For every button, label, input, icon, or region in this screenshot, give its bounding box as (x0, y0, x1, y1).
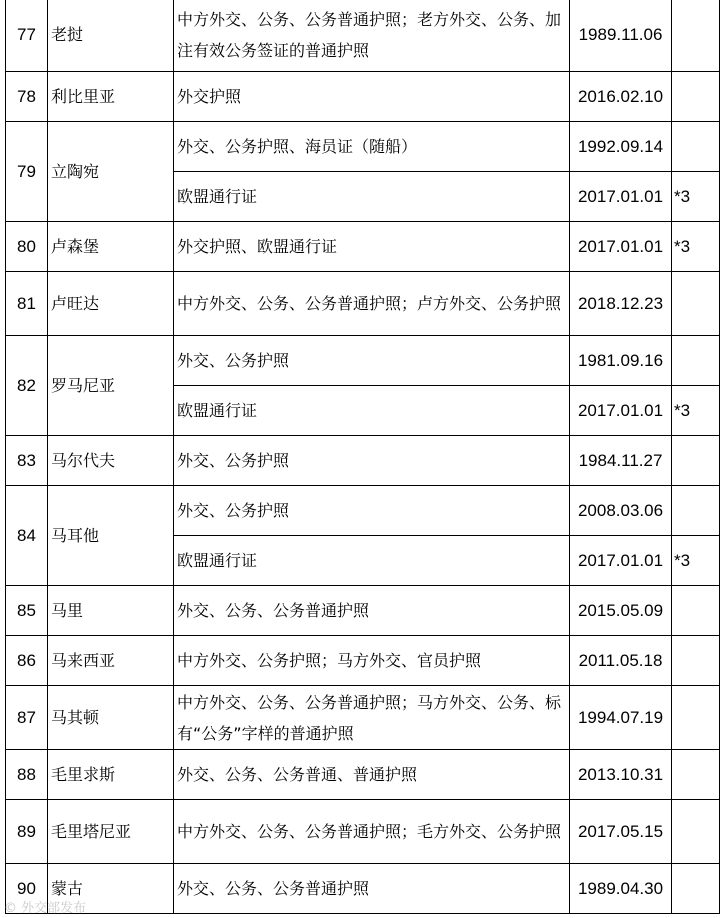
table-row (6, 336, 720, 386)
effective-date: 2017.01.01 (570, 536, 672, 586)
row-number: 86 (6, 636, 48, 686)
effective-date: 1989.04.30 (570, 864, 672, 914)
effective-date: 1992.09.14 (570, 122, 672, 172)
country-name: 卢森堡 (48, 222, 174, 272)
passport-types: 外交、公务、公务普通护照 (174, 586, 570, 636)
effective-date: 2017.01.01 (570, 222, 672, 272)
passport-types: 外交护照 (174, 72, 570, 122)
row-number: 80 (6, 222, 48, 272)
effective-date: 2016.02.10 (570, 72, 672, 122)
country-name: 立陶宛 (48, 122, 174, 222)
table-row (6, 486, 720, 536)
country-name: 卢旺达 (48, 272, 174, 336)
effective-date: 1981.09.16 (570, 336, 672, 386)
effective-date: 2015.05.09 (570, 586, 672, 636)
table-row (6, 72, 720, 122)
note (672, 864, 720, 914)
table-row (6, 272, 720, 336)
table-row (6, 122, 720, 172)
row-number: 77 (6, 0, 48, 72)
row-number: 88 (6, 750, 48, 800)
passport-types: 欧盟通行证 (174, 386, 570, 436)
effective-date: 2008.03.06 (570, 486, 672, 536)
passport-types: 外交、公务护照 (174, 436, 570, 486)
note (672, 436, 720, 486)
table-row (6, 586, 720, 636)
effective-date: 2013.10.31 (570, 750, 672, 800)
country-name: 蒙古 (48, 864, 174, 914)
effective-date: 2017.01.01 (570, 386, 672, 436)
note (672, 486, 720, 536)
effective-date: 2011.05.18 (570, 636, 672, 686)
passport-types: 欧盟通行证 (174, 536, 570, 586)
note (672, 122, 720, 172)
note: *3 (672, 222, 720, 272)
row-number: 82 (6, 336, 48, 436)
row-number: 90 (6, 864, 48, 914)
effective-date: 1994.07.19 (570, 686, 672, 750)
row-number: 89 (6, 800, 48, 864)
effective-date: 1984.11.27 (570, 436, 672, 486)
table-row (6, 222, 720, 272)
passport-types: 外交、公务护照 (174, 486, 570, 536)
effective-date: 2018.12.23 (570, 272, 672, 336)
passport-types: 中方外交、公务、公务普通护照；毛方外交、公务护照 (174, 800, 570, 864)
note (672, 72, 720, 122)
note (672, 686, 720, 750)
row-number: 85 (6, 586, 48, 636)
row-number: 78 (6, 72, 48, 122)
passport-types: 外交护照、欧盟通行证 (174, 222, 570, 272)
table-row (6, 864, 720, 914)
watermark: © 外交部发布 (4, 901, 87, 916)
note (672, 336, 720, 386)
table-row (6, 800, 720, 864)
passport-types: 外交、公务、公务普通护照 (174, 864, 570, 914)
row-number: 87 (6, 686, 48, 750)
country-name: 毛里塔尼亚 (48, 800, 174, 864)
passport-types: 中方外交、公务、公务普通护照；老方外交、公务、加注有效公务签证的普通护照 (174, 0, 570, 72)
table-row (6, 436, 720, 486)
table-row (6, 750, 720, 800)
country-name: 毛里求斯 (48, 750, 174, 800)
note (672, 800, 720, 864)
country-name: 马来西亚 (48, 636, 174, 686)
note (672, 0, 720, 72)
country-name: 马其顿 (48, 686, 174, 750)
passport-types: 中方外交、公务、公务普通护照；卢方外交、公务护照 (174, 272, 570, 336)
table-row (6, 0, 720, 72)
note (672, 272, 720, 336)
passport-types: 外交、公务护照、海员证（随船） (174, 122, 570, 172)
country-name: 罗马尼亚 (48, 336, 174, 436)
country-name: 利比里亚 (48, 72, 174, 122)
note: *3 (672, 386, 720, 436)
country-name: 马尔代夫 (48, 436, 174, 486)
effective-date: 2017.05.15 (570, 800, 672, 864)
effective-date: 2017.01.01 (570, 172, 672, 222)
passport-types: 外交、公务、公务普通、普通护照 (174, 750, 570, 800)
note: *3 (672, 172, 720, 222)
table-row (6, 686, 720, 750)
country-name: 老挝 (48, 0, 174, 72)
passport-types: 中方外交、公务、公务普通护照；马方外交、公务、标有“公务”字样的普通护照 (174, 686, 570, 750)
effective-date: 1989.11.06 (570, 0, 672, 72)
row-number: 83 (6, 436, 48, 486)
row-number: 84 (6, 486, 48, 586)
note (672, 636, 720, 686)
note (672, 750, 720, 800)
passport-types: 中方外交、公务护照；马方外交、官员护照 (174, 636, 570, 686)
country-name: 马耳他 (48, 486, 174, 586)
passport-types: 外交、公务护照 (174, 336, 570, 386)
row-number: 81 (6, 272, 48, 336)
note: *3 (672, 536, 720, 586)
visa-exemption-table (5, 0, 720, 914)
table-row (6, 636, 720, 686)
passport-types: 欧盟通行证 (174, 172, 570, 222)
note (672, 586, 720, 636)
row-number: 79 (6, 122, 48, 222)
country-name: 马里 (48, 586, 174, 636)
